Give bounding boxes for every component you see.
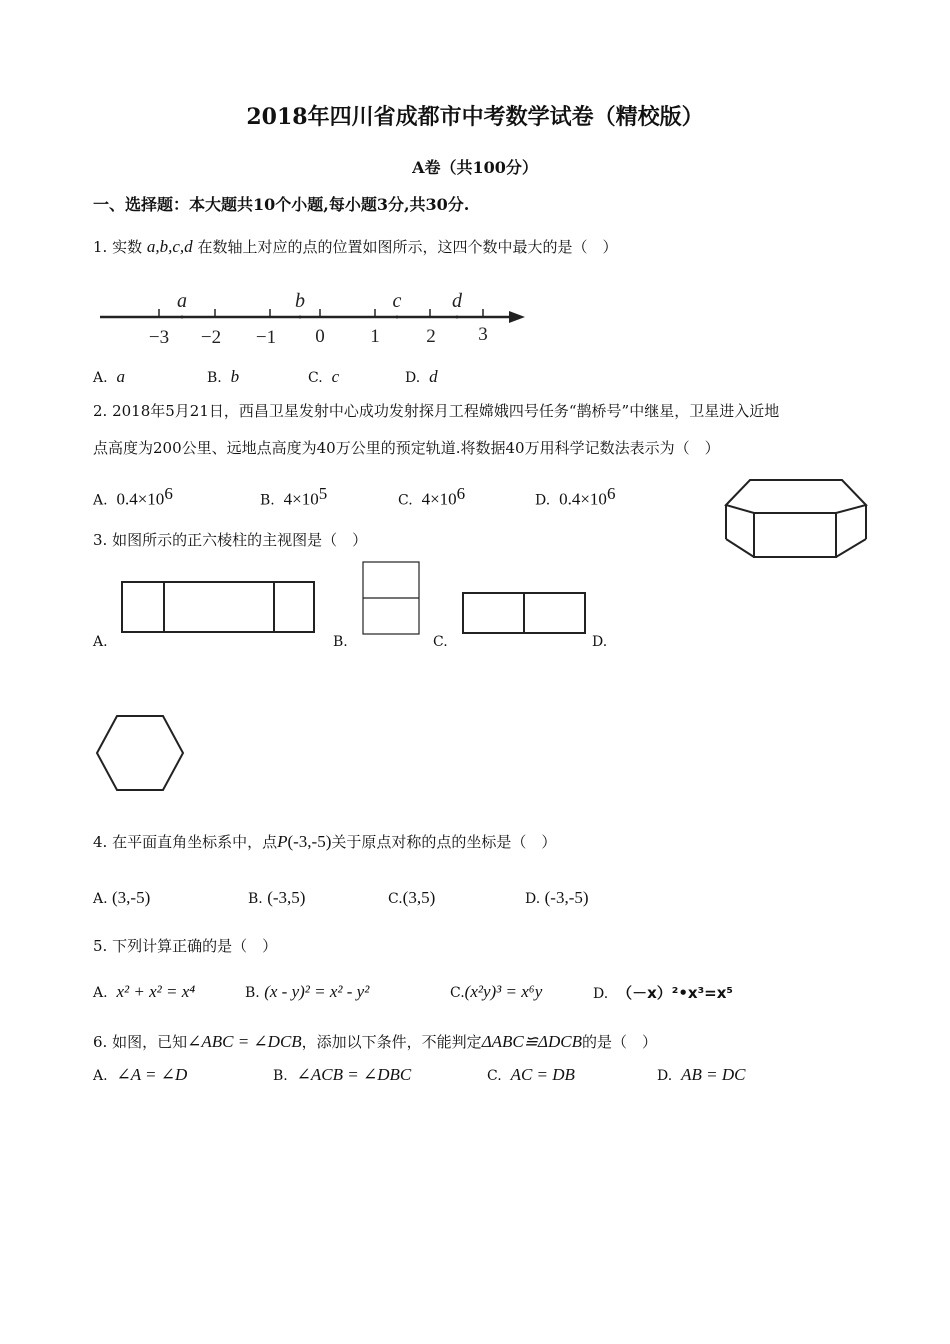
q3-option-c[interactable]: C. bbox=[433, 634, 448, 650]
q3-option-a[interactable]: A. bbox=[93, 634, 108, 650]
tick-label: −1 bbox=[255, 327, 277, 348]
tick-label: 0 bbox=[315, 326, 325, 347]
q1-suffix: 在数轴上对应的点的位置如图所示，这四个数中最大的是（ ） bbox=[197, 238, 618, 256]
q6-option-b[interactable]: B. ∠ACB = ∠DBC bbox=[273, 1065, 412, 1084]
q4-option-d[interactable]: D. (-3,-5) bbox=[525, 888, 589, 907]
hexagonal-prism-figure bbox=[722, 475, 872, 565]
page-subtitle: A卷（共100分） bbox=[412, 158, 538, 177]
q5-option-c[interactable]: C.(x²y)³ = x⁶y bbox=[450, 982, 543, 1001]
q1-prefix: 1. 实数 bbox=[93, 238, 143, 256]
prism-front-face bbox=[754, 513, 836, 557]
section-heading: 一、选择题：本大题共10个小题,每小题3分,共30分. bbox=[93, 195, 470, 214]
q3-option-b[interactable]: B. bbox=[333, 634, 348, 650]
q1-option-b[interactable]: B. b bbox=[207, 367, 240, 386]
q5-option-a[interactable]: A. x² + x² = x⁴ bbox=[93, 982, 196, 1001]
q4-option-b[interactable]: B. (-3,5) bbox=[248, 888, 306, 907]
question-1 bbox=[93, 236, 617, 257]
point-label-b: b bbox=[295, 290, 305, 312]
tick-label: 2 bbox=[426, 326, 436, 347]
point-label-d: d bbox=[452, 290, 462, 312]
q1-option-c[interactable]: C. c bbox=[308, 367, 340, 386]
q6-option-a[interactable]: A. ∠A = ∠D bbox=[93, 1065, 188, 1084]
q1-option-d[interactable]: D. d bbox=[405, 367, 438, 386]
q5-option-d[interactable]: D. （－x）²•x³=x⁵ bbox=[593, 984, 733, 1002]
q5-option-b[interactable]: B. (x - y)² = x² - y² bbox=[245, 982, 370, 1001]
question-4: 4. 在平面直角坐标系中，点P(-3,-5)关于原点对称的点的坐标是（ ） bbox=[93, 832, 557, 851]
point-label-a: a bbox=[177, 290, 187, 312]
q3-figure-d-hexagon bbox=[95, 714, 187, 794]
arrow-head-icon bbox=[509, 311, 525, 323]
question-6: 6. 如图，已知∠ABC = ∠DCB，添加以下条件，不能判定ΔABC≌ΔDCB的是（ ） bbox=[93, 1032, 658, 1051]
q3-option-d[interactable]: D. bbox=[592, 634, 608, 650]
page-title: 2018年四川省成都市中考数学试卷（精校版） bbox=[246, 104, 704, 130]
q3-figure-a bbox=[120, 580, 320, 635]
q2-option-b[interactable]: B. $4\times 10^5$ bbox=[260, 484, 328, 509]
q2-line-1: 2. 2018年5月21日，西昌卫星发射中心成功发射探月工程嫦娥四号任务“鹊桥号”中继星，卫星进入近地 bbox=[93, 402, 780, 420]
question-3: 3. 如图所示的正六棱柱的主视图是（ ） bbox=[93, 531, 368, 549]
q2-line-2: 点高度为200公里、远地点高度为40万公里的预定轨道.将数据40万用科学记数法表示为（ ） bbox=[93, 439, 720, 457]
number-line-figure bbox=[95, 285, 535, 355]
q4-option-c[interactable]: C.(3,5) bbox=[388, 888, 436, 907]
q6-option-d[interactable]: D. AB = DC bbox=[657, 1065, 746, 1084]
q3-figure-c bbox=[461, 591, 589, 636]
tick-label: 3 bbox=[478, 324, 488, 345]
question-5: 5. 下列计算正确的是（ ） bbox=[93, 937, 278, 955]
q6-option-c[interactable]: C. AC = DB bbox=[487, 1065, 575, 1084]
q2-option-a[interactable]: A. $0.4\times 10^6$ bbox=[93, 484, 173, 509]
point-label-c: c bbox=[392, 290, 402, 312]
tick-label: 1 bbox=[370, 326, 380, 347]
q4-option-a[interactable]: A. (3,-5) bbox=[93, 888, 151, 907]
q1-option-a[interactable]: A. a bbox=[93, 367, 125, 386]
prism-top-face bbox=[726, 480, 866, 513]
q2-option-d[interactable]: D. $0.4\times 10^6$ bbox=[535, 484, 616, 509]
q3-figure-b bbox=[362, 561, 422, 637]
q2-option-c[interactable]: C. $4\times 10^6$ bbox=[398, 484, 466, 509]
tick-label: −2 bbox=[200, 327, 222, 348]
tick-label: −3 bbox=[148, 327, 170, 348]
q1-vars: a,b,c,d bbox=[146, 237, 193, 256]
